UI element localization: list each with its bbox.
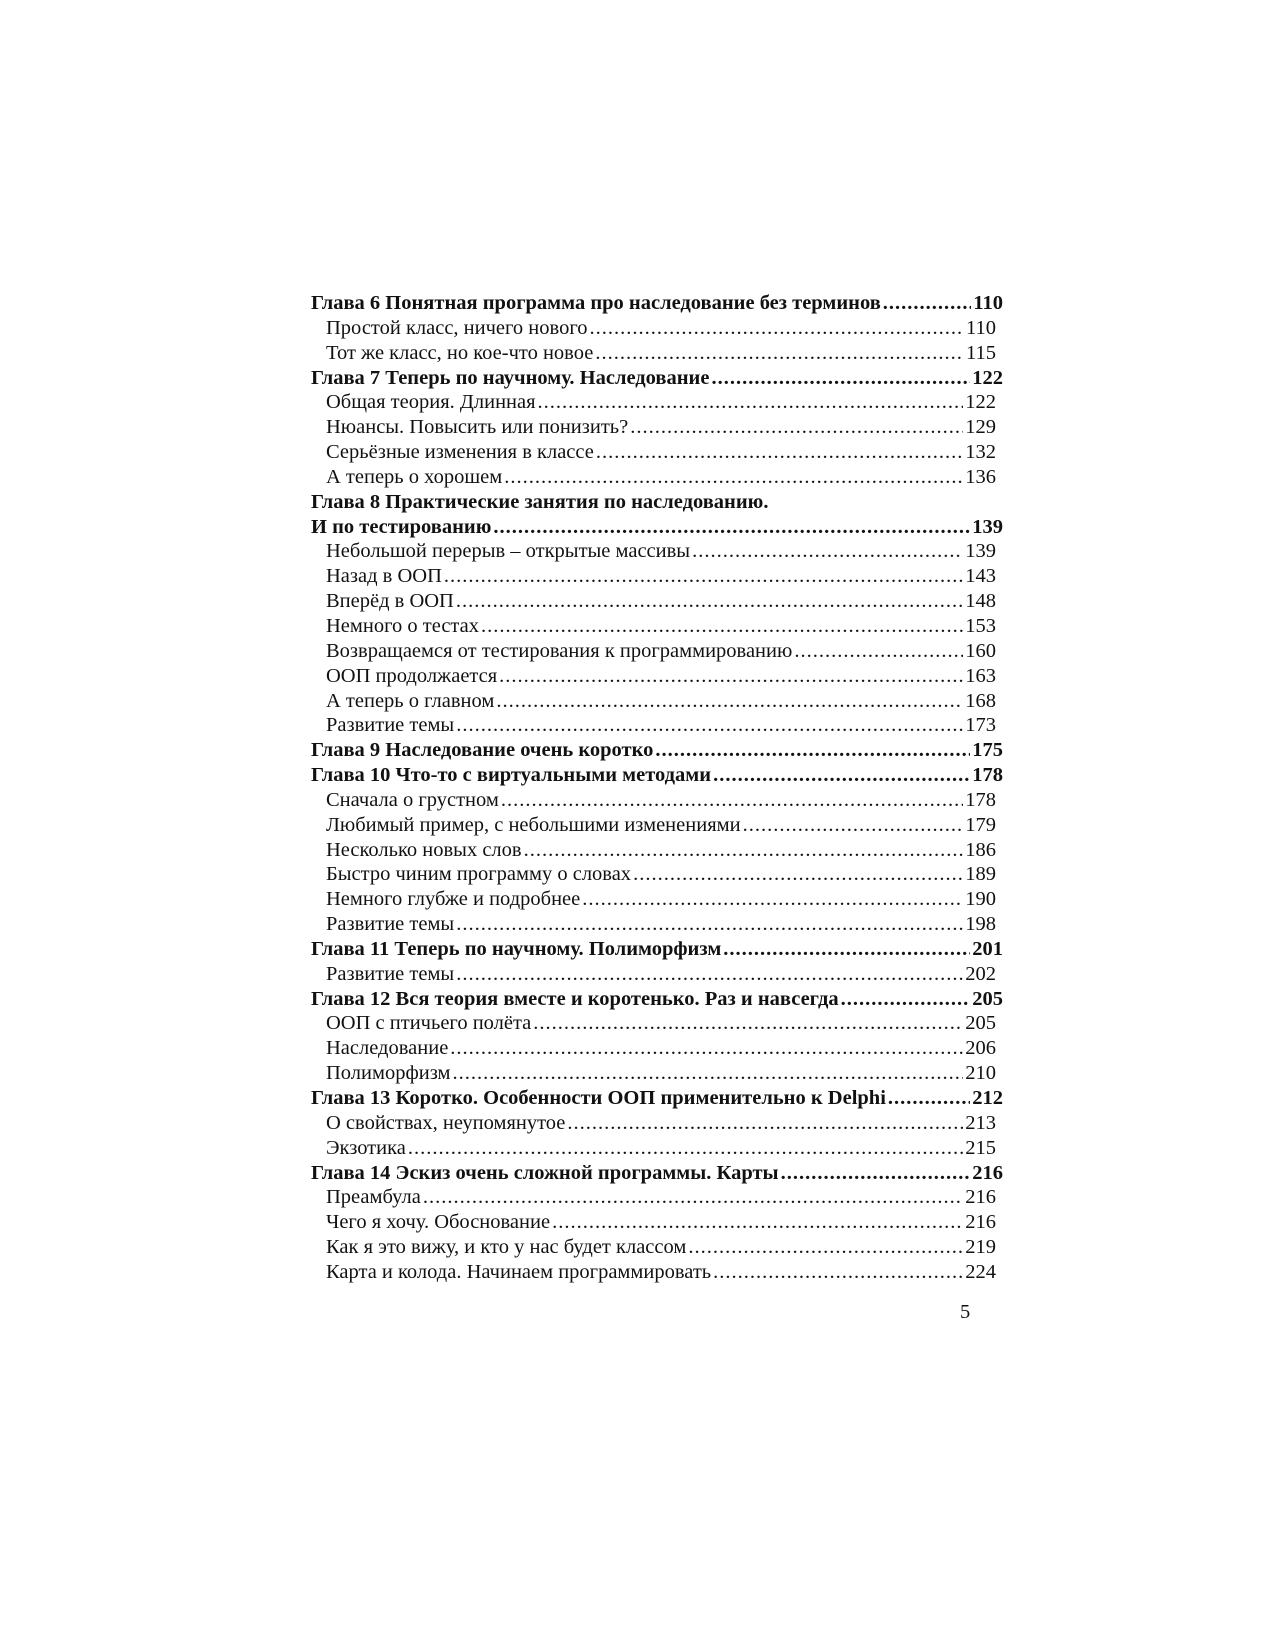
toc-entry-title: Развитие темы: [326, 714, 455, 737]
toc-section-entry: [311, 813, 996, 838]
toc-entry-title: Наследование: [326, 1037, 449, 1060]
toc-entry-page: 215: [965, 1136, 996, 1159]
toc-entry-page: 139: [965, 540, 996, 563]
toc-entry-title: Глава 8 Практические занятия по наследованию.: [311, 490, 769, 513]
toc-section-entry: [311, 689, 996, 714]
toc-entry-title: Экзотика: [326, 1136, 406, 1159]
page-number: 5: [960, 1301, 971, 1323]
toc-section-entry: [311, 390, 996, 415]
toc-section-entry: [311, 838, 996, 863]
toc-section-entry: [311, 1011, 996, 1036]
dot-leader: [688, 1235, 963, 1260]
toc-entry-title: Чего я хочу. Обоснование: [326, 1211, 551, 1234]
toc-entry-title: Глава 13 Коротко. Особенности ООП применительно к Delphi: [311, 1087, 886, 1109]
toc-entry-title: Назад в ООП: [326, 565, 442, 588]
toc-entry-page: 186: [965, 838, 996, 861]
toc-entry-title: А теперь о главном: [326, 689, 495, 712]
toc-section-entry: [311, 465, 996, 490]
toc-entry-title: Нюансы. Повысить или понизить?: [326, 416, 629, 439]
dot-leader: [630, 415, 963, 440]
dot-leader: [633, 862, 963, 887]
toc-entry-title: А теперь о хорошем: [326, 465, 503, 488]
toc-chapter-entry: [311, 291, 1003, 316]
toc-section-entry: [311, 862, 996, 887]
toc-entry-title: Простой класс, ничего нового: [326, 316, 588, 339]
dot-leader: [713, 763, 970, 788]
toc-entry-title: Вперёд в ООП: [326, 590, 454, 613]
dot-leader: [456, 589, 963, 614]
dot-leader: [883, 291, 972, 316]
dot-leader: [567, 1111, 963, 1136]
toc-section-entry: [311, 614, 996, 639]
toc-entry-page: 190: [965, 888, 996, 911]
toc-entry-page: 132: [965, 441, 996, 464]
toc-entry-page: 219: [965, 1236, 996, 1259]
dot-leader: [496, 689, 963, 714]
dot-leader: [493, 515, 970, 540]
toc-entry-page: 202: [965, 962, 996, 985]
dot-leader: [781, 1161, 971, 1186]
toc-section-entry: [311, 539, 996, 564]
toc-entry-page: 179: [965, 813, 996, 836]
toc-entry-page: 168: [965, 689, 996, 712]
toc-entry-page: 143: [965, 565, 996, 588]
toc-entry-title: Серьёзные изменения в классе: [326, 441, 594, 464]
toc-entry-page: 115: [966, 341, 996, 364]
toc-entry-title: Возвращаемся от тестирования к программированию: [326, 639, 793, 662]
dot-leader: [582, 887, 963, 912]
toc-entry-title: Как я это вижу, и кто у нас будет классом: [326, 1236, 687, 1259]
toc-entry-page: 153: [965, 614, 996, 637]
toc-entry-page: 216: [972, 1161, 1003, 1184]
toc-entry-title: И по тестированию: [311, 515, 492, 538]
dot-leader: [524, 838, 964, 863]
toc-entry-page: 189: [965, 863, 996, 886]
dot-leader: [504, 465, 963, 490]
toc-entry-page: 160: [965, 639, 996, 662]
toc-entry-page: 206: [965, 1037, 996, 1060]
dot-leader: [499, 664, 963, 689]
dot-leader: [501, 788, 963, 813]
toc-entry-page: 110: [966, 316, 996, 339]
dot-leader: [456, 713, 963, 738]
dot-leader: [743, 813, 964, 838]
toc-entry-page: 129: [965, 416, 996, 439]
toc-entry-page: 178: [965, 788, 996, 811]
toc-section-entry: [311, 1036, 996, 1061]
toc-entry-title: Развитие темы: [326, 962, 455, 985]
toc-entry-page: 213: [965, 1111, 996, 1134]
toc-entry-title: Сначала о грустном: [326, 788, 499, 811]
toc-entry-page: 216: [965, 1211, 996, 1234]
dot-leader: [450, 1036, 963, 1061]
dot-leader: [596, 440, 963, 465]
dot-leader: [589, 316, 964, 341]
dot-leader: [444, 564, 963, 589]
toc-entry-page: 205: [965, 1012, 996, 1035]
toc-section-entry: [311, 1235, 996, 1260]
toc-entry-title: Глава 14 Эскиз очень сложной программы. Карты: [311, 1161, 779, 1184]
toc-entry-page: 122: [965, 391, 996, 414]
dot-leader: [533, 1011, 963, 1036]
dot-leader: [595, 341, 964, 366]
dot-leader: [552, 1210, 963, 1235]
toc-section-entry: [311, 564, 996, 589]
toc-chapter-entry: [311, 987, 1003, 1012]
toc-entry-title: ООП продолжается: [326, 664, 498, 687]
toc-chapter-entry: [311, 937, 1003, 962]
dot-leader: [794, 639, 963, 664]
toc-section-entry: [311, 1210, 996, 1235]
dot-leader: [408, 1136, 963, 1161]
toc-entry-title: Несколько новых слов: [326, 838, 522, 861]
dot-leader: [841, 987, 971, 1012]
toc-entry-title: Глава 6 Понятная программа про наследование без терминов: [311, 292, 881, 314]
toc-section-entry: [311, 1061, 996, 1086]
toc-section-entry: [311, 589, 996, 614]
toc-entry-page: 210: [965, 1062, 996, 1085]
toc-section-entry: [311, 1260, 996, 1285]
toc-entry-page: 212: [972, 1087, 1003, 1109]
toc-entry-title: Общая теория. Длинная: [326, 391, 536, 414]
toc-section-entry: [311, 962, 996, 987]
toc-entry-page: 216: [965, 1186, 996, 1209]
dot-leader: [456, 912, 963, 937]
toc-entry-title: Глава 11 Теперь по научному. Полиморфизм: [311, 937, 722, 960]
toc-section-entry: [311, 341, 996, 366]
toc-section-entry: [311, 788, 996, 813]
toc-entry-page: 148: [965, 590, 996, 613]
toc-entry-page: 205: [972, 987, 1003, 1010]
toc-entry-title: Тот же класс, но кое-что новое: [326, 341, 594, 364]
dot-leader: [888, 1086, 970, 1111]
toc-chapter-entry: [311, 763, 1003, 788]
toc-chapter-entry: [311, 1086, 1003, 1111]
dot-leader: [538, 390, 964, 415]
toc-section-entry: [311, 912, 996, 937]
toc-entry-page: 139: [972, 515, 1003, 538]
toc-entry-title: Глава 7 Теперь по научному. Наследование: [311, 366, 710, 389]
toc-section-entry: [311, 440, 996, 465]
toc-entry-page: 136: [965, 465, 996, 488]
toc-entry-page: 198: [965, 913, 996, 936]
toc-entry-page: 122: [972, 366, 1003, 389]
toc-section-entry: [311, 1185, 996, 1210]
toc-entry-title: Глава 9 Наследование очень коротко: [311, 739, 654, 762]
table-of-contents: [311, 291, 1003, 1285]
toc-section-entry: [311, 316, 996, 341]
toc-chapter-entry: [311, 490, 1003, 515]
toc-entry-title: ООП с птичьего полёта: [326, 1012, 532, 1035]
toc-section-entry: [311, 713, 996, 738]
toc-section-entry: [311, 664, 996, 689]
toc-chapter-entry: [311, 366, 1003, 391]
toc-entry-title: Преамбула: [326, 1186, 421, 1209]
toc-chapter-entry: [311, 738, 1003, 763]
toc-section-entry: [311, 1111, 996, 1136]
toc-entry-title: Быстро чиним программу о словах: [326, 863, 632, 886]
toc-entry-title: Полиморфизм: [326, 1062, 451, 1085]
dot-leader: [713, 1260, 963, 1285]
toc-entry-title: Глава 12 Вся теория вместе и коротенько. Раз и навсегда: [311, 987, 839, 1010]
toc-entry-title: О свойствах, неупомянутое: [326, 1111, 566, 1134]
dot-leader: [423, 1185, 963, 1210]
toc-entry-page: 201: [972, 937, 1003, 960]
toc-entry-page: 173: [965, 714, 996, 737]
toc-section-entry: [311, 1136, 996, 1161]
toc-entry-title: Небольшой перерыв – открытые массивы: [326, 540, 691, 563]
toc-entry-title: Глава 10 Что-то с виртуальными методами: [311, 764, 712, 787]
toc-entry-title: Немного глубже и подробнее: [326, 888, 581, 911]
dot-leader: [453, 1061, 964, 1086]
dot-leader: [655, 738, 970, 763]
dot-leader: [692, 539, 963, 564]
toc-chapter-entry: [311, 1161, 1003, 1186]
dot-leader: [481, 614, 963, 639]
toc-entry-title: Немного о тестах: [326, 614, 479, 637]
toc-entry-page: 163: [965, 664, 996, 687]
dot-leader: [456, 962, 963, 987]
toc-entry-title: Карта и колода. Начинаем программировать: [326, 1260, 712, 1283]
dot-leader: [711, 366, 970, 391]
dot-leader: [723, 937, 970, 962]
toc-section-entry: [311, 639, 996, 664]
toc-entry-page: 175: [972, 739, 1003, 762]
toc-entry-page: 110: [973, 292, 1003, 314]
toc-entry-title: Развитие темы: [326, 913, 455, 936]
toc-entry-page: 178: [972, 764, 1003, 787]
toc-entry-title: Любимый пример, с небольшими изменениями: [326, 813, 741, 836]
toc-entry-page: 224: [965, 1260, 996, 1283]
toc-section-entry: [311, 415, 996, 440]
toc-chapter-entry: [311, 515, 1003, 540]
toc-section-entry: [311, 887, 996, 912]
